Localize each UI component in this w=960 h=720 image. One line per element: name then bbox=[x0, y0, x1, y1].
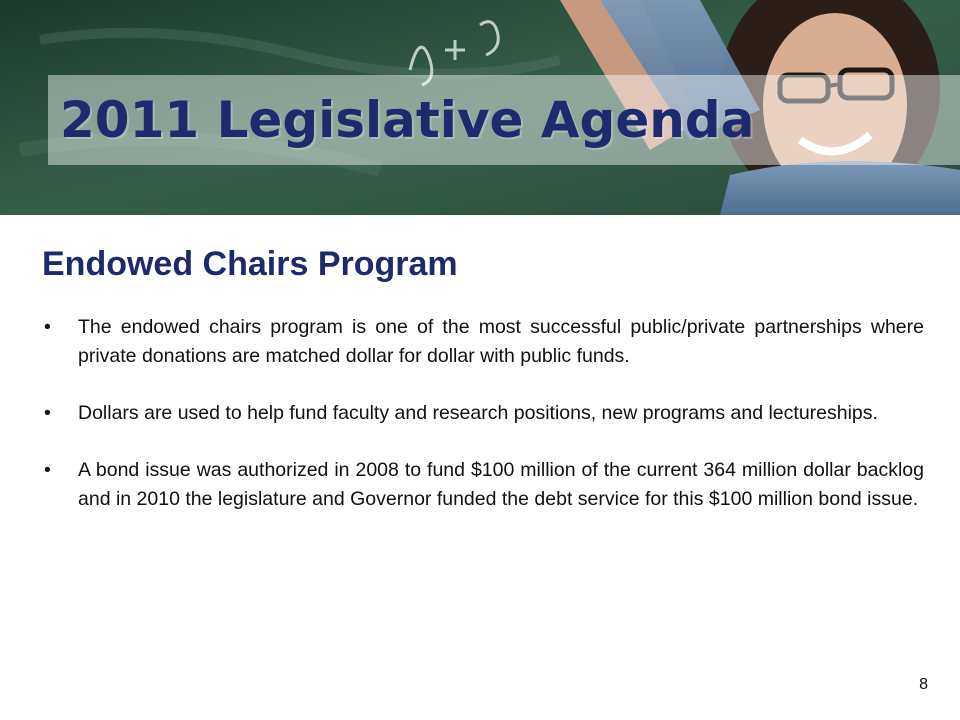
bullet-icon: • bbox=[44, 316, 51, 338]
page-number: 8 bbox=[919, 676, 928, 693]
bullet-icon: • bbox=[44, 402, 51, 424]
bullet-text: Dollars are used to help fund faculty and research positions, new programs and lectureships. bbox=[78, 402, 878, 424]
bullet-list bbox=[0, 313, 960, 542]
bullet-text: The endowed chairs program is one of the most successful public/private partnerships where private donations are matched dollar for dollar with public funds. bbox=[78, 316, 924, 367]
bullet-item bbox=[0, 399, 960, 428]
bullet-item bbox=[0, 313, 960, 371]
section-heading: Endowed Chairs Program bbox=[42, 245, 458, 283]
bullet-icon: • bbox=[44, 459, 51, 481]
bullet-item bbox=[0, 456, 960, 514]
bullet-text: A bond issue was authorized in 2008 to fund $100 million of the current 364 million dollar backlog and in 2010 the legislature and Governor funded the debt service for this $100 million bond issue. bbox=[78, 459, 924, 510]
slide-title: 2011 Legislative Agenda bbox=[60, 91, 755, 149]
